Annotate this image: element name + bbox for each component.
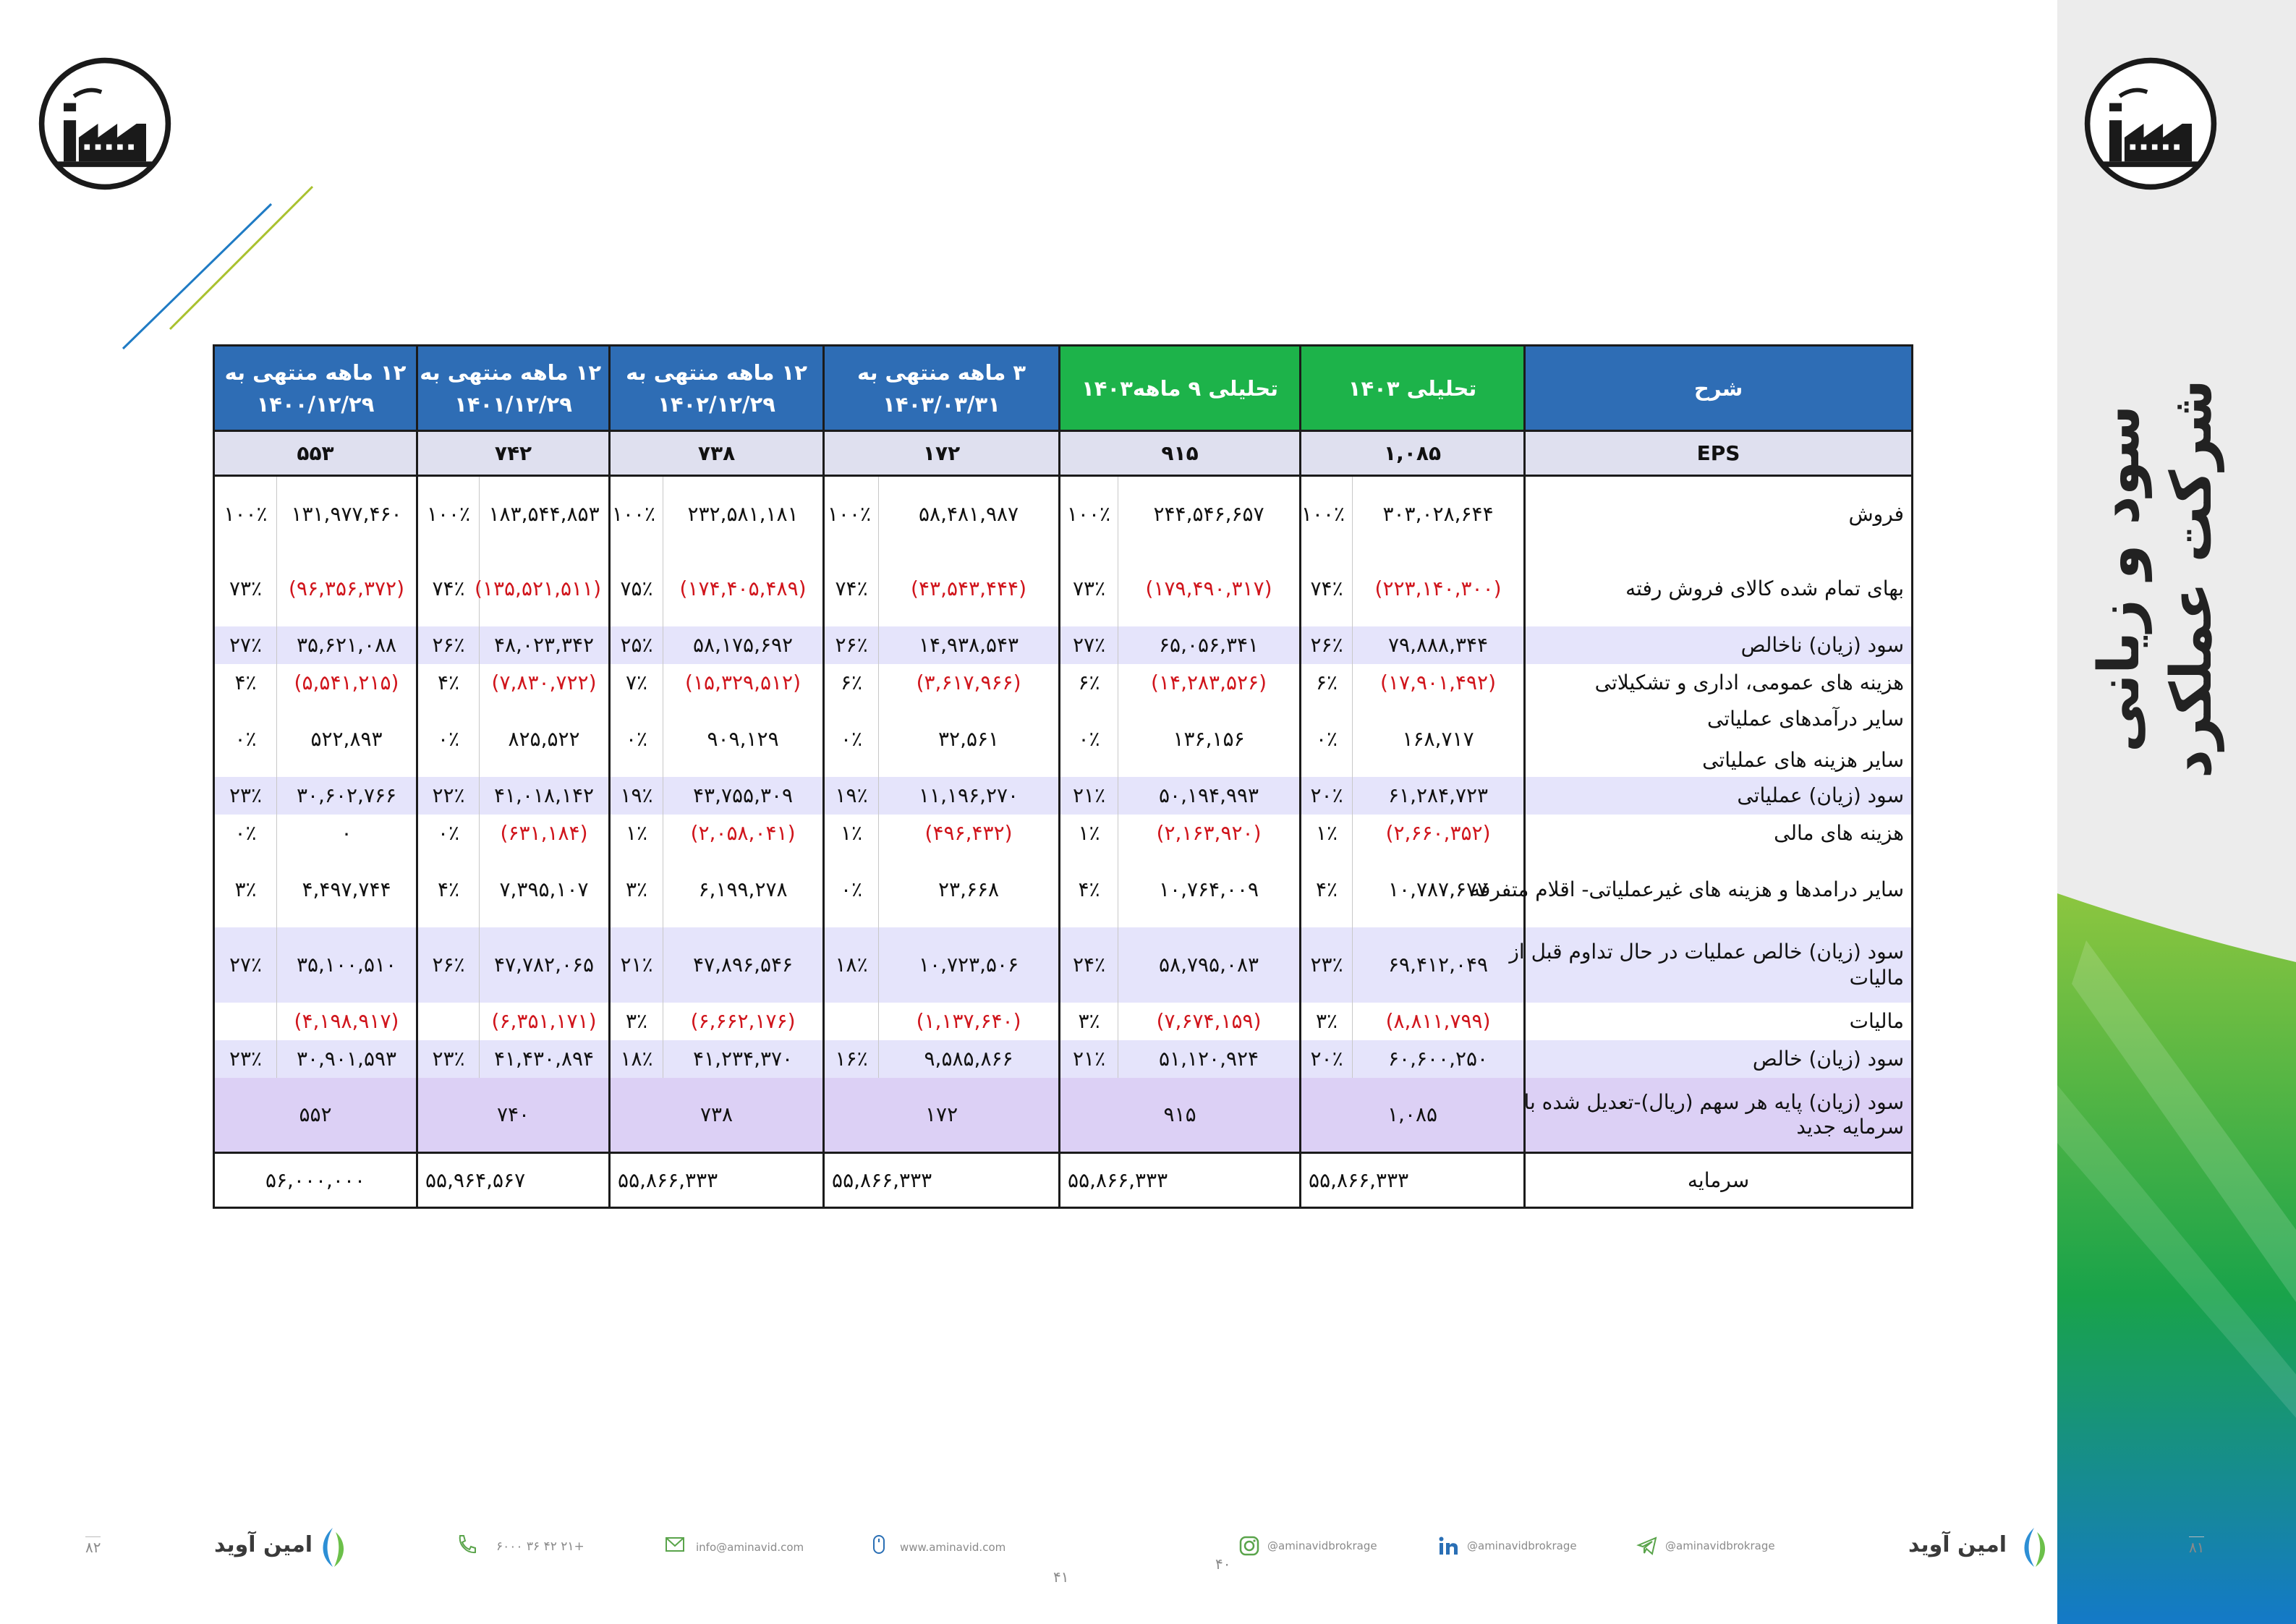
row-percent: ۱۹٪ [610, 777, 663, 815]
table-row [214, 815, 1913, 852]
row-value: (۸,۸۱۱,۷۹۹) [1385, 1009, 1491, 1033]
row-value: ۵۲۲,۸۹۳ [310, 727, 383, 751]
row-value: ۳۵,۶۲۱,۰۸۸ [277, 626, 417, 664]
row-percent: ۲۶٪ [1301, 626, 1353, 664]
row-value: (۷,۶۷۴,۱۵۹) [1156, 1009, 1262, 1033]
row-label-text: سود (زیان) عملیاتی [1737, 783, 1905, 807]
row-percent: ۰٪ [824, 852, 879, 927]
row-value: (۶,۳۵۱,۱۷۱) [491, 1009, 597, 1033]
row-percent: ۶٪ [1060, 664, 1118, 702]
row-percent: ۱٪ [824, 815, 879, 852]
factory-icon [36, 55, 174, 192]
instagram-handle[interactable]: @aminavidbrokrage [1267, 1539, 1377, 1552]
table-row [214, 1040, 1913, 1078]
capital-value: ۵۵,۸۶۶,۳۳۳ [1060, 1153, 1301, 1208]
header-col-6: ۱۲ ماهه منتهی به ۱۴۰۰/۱۲/۲۹ [214, 346, 417, 431]
row-label [1525, 815, 1913, 852]
row-percent [417, 1003, 480, 1040]
row-percent: ۱٪ [1060, 815, 1118, 852]
row-value: (۱۷۴,۴۰۵,۴۸۹) [679, 577, 807, 600]
telegram-handle[interactable]: @aminavidbrokrage [1665, 1539, 1775, 1552]
row-percent: ۰٪ [1301, 702, 1353, 777]
row-value: ۵۱,۱۲۰,۹۲۴ [1118, 1040, 1301, 1078]
row-percent: ۲۵٪ [610, 626, 663, 664]
row-percent: ۰٪ [824, 702, 879, 777]
row-value: (۱۷,۹۰۱,۴۹۲) [1380, 671, 1497, 694]
row-percent: ۲۶٪ [417, 927, 480, 1003]
capital-value: ۵۶,۰۰۰,۰۰۰ [214, 1153, 417, 1208]
row-value: ۱۶۸,۷۱۷ [1402, 727, 1474, 751]
row-percent: ۲۱٪ [610, 927, 663, 1003]
row-percent: ۱۰۰٪ [214, 476, 277, 551]
row-percent: ۷٪ [610, 664, 663, 702]
row-percent: ۰٪ [214, 815, 277, 852]
eps-value: ۱۷۲ [824, 431, 1060, 476]
row-value: ۲۳۲,۵۸۱,۱۸۱ [687, 501, 799, 526]
row-value: ۴۳,۷۵۵,۳۰۹ [663, 777, 824, 815]
row-value: ۳۵,۱۰۰,۵۱۰ [277, 927, 417, 1003]
row-percent [214, 1003, 277, 1040]
row-label [1525, 1040, 1913, 1078]
eps-value: ۱,۰۸۵ [1301, 431, 1525, 476]
row-percent: ۱۹٪ [824, 777, 879, 815]
header-col-3: ۳ ماهه منتهی به ۱۴۰۳/۰۳/۳۱ [824, 346, 1060, 431]
row-value: ۱۱,۱۹۶,۲۷۰ [879, 777, 1060, 815]
eps-adjusted-label-text: سود (زیان) پایه هر سهم (ریال)-تعدیل شده با [1523, 1089, 1905, 1114]
row-percent: ۲۷٪ [214, 626, 277, 664]
row-percent: ۱۰۰٪ [824, 476, 879, 551]
row-label-text-2: مالیات [1849, 965, 1905, 990]
profit-loss-table [213, 344, 1913, 1209]
row-value: (۲,۰۵۸,۰۴۱) [690, 821, 796, 845]
table-row [214, 777, 1913, 815]
capital-value: ۵۵,۸۶۶,۳۳۳ [610, 1153, 824, 1208]
row-percent: ۶٪ [824, 664, 879, 702]
eps-adjusted-value: ۱,۰۸۵ [1301, 1078, 1525, 1153]
row-value: ۶۹,۴۱۲,۰۴۹ [1353, 927, 1525, 1003]
eps-adjusted-label [1525, 1078, 1913, 1153]
row-value: ۱۸۳,۵۴۴,۸۵۳ [488, 501, 600, 526]
capital-label: سرمایه [1525, 1153, 1913, 1208]
row-label-text: هزینه های مالی [1774, 821, 1905, 845]
mouse-icon[interactable] [868, 1534, 890, 1555]
header-col-5: ۱۲ ماهه منتهی به ۱۴۰۱/۱۲/۲۹ [417, 346, 610, 431]
row-value: (۷,۸۳۰,۷۲۲) [491, 671, 597, 694]
row-percent: ۲۳٪ [214, 1040, 277, 1078]
capital-value: ۵۵,۸۶۶,۳۳۳ [1301, 1153, 1525, 1208]
capital-row [214, 1153, 1913, 1208]
eps-label: EPS [1525, 431, 1913, 476]
row-percent: ۱۰۰٪ [610, 476, 663, 551]
row-label-text: سایر درامدها و هزینه های غیرعملیاتی- اقلام متفرقه [1469, 877, 1905, 901]
row-label-text-2: سایر هزینه های عملیاتی [1702, 747, 1905, 772]
row-percent: ۳٪ [1060, 1003, 1118, 1040]
row-label-text: سود (زیان) خالص عملیات در حال تداوم قبل از [1509, 939, 1905, 964]
row-value: ۰ [341, 821, 352, 845]
telegram-icon[interactable] [1636, 1535, 1658, 1557]
row-percent: ۱۸٪ [610, 1040, 663, 1078]
row-percent: ۲۲٪ [417, 777, 480, 815]
row-value: ۷,۳۹۵,۱۰۷ [499, 877, 589, 901]
table-row [214, 476, 1913, 551]
linkedin-handle[interactable]: @aminavidbrokrage [1467, 1539, 1577, 1552]
page-number-right: ۸۱ [2189, 1536, 2204, 1556]
row-percent: ۲۴٪ [1060, 927, 1118, 1003]
row-percent: ۷۳٪ [1060, 551, 1118, 626]
row-label-text: سود (زیان) خالص [1752, 1047, 1905, 1071]
row-label [1525, 476, 1913, 551]
row-label-text: فروش [1848, 501, 1905, 526]
decorative-lines [116, 181, 326, 354]
row-value: ۵۸,۱۷۵,۶۹۲ [663, 626, 824, 664]
header-col-2: تحلیلی ۹ ماهه۱۴۰۳ [1060, 346, 1301, 431]
eps-adjusted-row [214, 1078, 1913, 1153]
row-value: ۶۵,۰۵۶,۳۴۱ [1118, 626, 1301, 664]
instagram-icon[interactable] [1238, 1535, 1260, 1557]
row-percent: ۳٪ [1301, 1003, 1353, 1040]
row-percent: ۷۴٪ [1301, 551, 1353, 626]
eps-adjusted-value: ۷۳۸ [610, 1078, 824, 1153]
row-label [1469, 852, 1913, 927]
row-value: (۶۳۱,۱۸۴) [500, 821, 588, 845]
row-percent: ۷۳٪ [214, 551, 277, 626]
row-value: (۲,۱۶۳,۹۲۰) [1156, 821, 1262, 845]
row-percent: ۱۰۰٪ [1301, 476, 1353, 551]
row-percent [824, 1003, 879, 1040]
row-value: (۵,۵۴۱,۲۱۵) [294, 671, 399, 694]
row-value: (۴,۱۹۸,۹۱۷) [294, 1009, 399, 1033]
header-desc: شرح [1525, 346, 1913, 431]
eps-row [214, 431, 1913, 476]
factory-icon [2082, 55, 2219, 192]
row-value: ۳۰,۶۰۲,۷۶۶ [277, 777, 417, 815]
table-row [214, 626, 1913, 664]
row-value: ۱۰,۷۲۳,۵۰۶ [879, 927, 1060, 1003]
row-value: (۲۲۳,۱۴۰,۳۰۰) [1374, 577, 1502, 600]
row-value: ۸۲۵,۵۲۲ [508, 727, 580, 751]
row-percent: ۳٪ [214, 852, 277, 927]
phone-number[interactable]: ۶۰۰۰ ۳۶ ۴۲ ۲۱+ [496, 1539, 584, 1554]
row-value: ۶,۱۹۹,۲۷۸ [698, 877, 788, 901]
row-label-text: سایر درآمدهای عملیاتی [1707, 706, 1905, 731]
row-percent: ۲۱٪ [1060, 1040, 1118, 1078]
page-number-mid-a: ۴۰ [1215, 1555, 1231, 1573]
row-value: ۱۰,۷۸۷,۶۷۷ [1387, 877, 1489, 901]
table-row [214, 1003, 1913, 1040]
table-row [214, 664, 1913, 702]
row-value: (۱۵,۳۲۹,۵۱۲) [685, 671, 802, 694]
row-label [1525, 702, 1913, 777]
row-value: ۱۳۶,۱۵۶ [1173, 727, 1245, 751]
row-value: (۳,۶۱۷,۹۶۶) [916, 671, 1021, 694]
row-label-text: مالیات [1849, 1009, 1905, 1033]
eps-value: ۷۳۸ [610, 431, 824, 476]
eps-value: ۹۱۵ [1060, 431, 1301, 476]
row-value: ۱۴,۹۳۸,۵۴۳ [879, 626, 1060, 664]
linkedin-icon[interactable] [1438, 1535, 1460, 1557]
row-value: (۹۶,۳۵۶,۳۷۲) [289, 577, 405, 600]
eps-adjusted-value: ۹۱۵ [1060, 1078, 1301, 1153]
row-value: ۴۱,۰۱۸,۱۴۲ [480, 777, 610, 815]
row-label [1525, 1003, 1913, 1040]
row-percent: ۷۴٪ [824, 551, 879, 626]
row-label [1525, 777, 1913, 815]
phone-icon[interactable] [456, 1534, 477, 1555]
page-title: سود و زیانی شرکت عملکرد [2087, 379, 2224, 778]
row-value: ۶۰,۶۰۰,۲۵۰ [1353, 1040, 1525, 1078]
row-percent: ۰٪ [417, 702, 480, 777]
row-value: ۱۰,۷۶۴,۰۰۹ [1158, 877, 1259, 901]
row-percent: ۱۰۰٪ [417, 476, 480, 551]
table-row [214, 702, 1913, 777]
row-percent: ۲۰٪ [1301, 777, 1353, 815]
row-percent: ۲۰٪ [1301, 1040, 1353, 1078]
row-value: (۱۷۹,۴۹۰,۳۱۷) [1145, 577, 1272, 600]
page-number-left: ۸۲ [85, 1536, 101, 1556]
row-percent: ۴٪ [1301, 852, 1353, 927]
row-percent: ۲۷٪ [214, 927, 277, 1003]
row-percent: ۲۳٪ [1301, 927, 1353, 1003]
table-row [214, 852, 1913, 927]
row-percent: ۶٪ [1301, 664, 1353, 702]
row-percent: ۴٪ [417, 664, 480, 702]
row-value: ۴,۴۹۷,۷۴۴ [302, 877, 391, 901]
eps-adjusted-value: ۱۷۲ [824, 1078, 1060, 1153]
row-value: ۶۱,۲۸۴,۷۲۳ [1353, 777, 1525, 815]
header-col-4: ۱۲ ماهه منتهی به ۱۴۰۲/۱۲/۲۹ [610, 346, 824, 431]
row-percent: ۲۶٪ [417, 626, 480, 664]
row-percent: ۰٪ [417, 815, 480, 852]
row-value: ۳۰,۹۰۱,۵۹۳ [277, 1040, 417, 1078]
row-percent: ۴٪ [417, 852, 480, 927]
row-percent: ۲۱٪ [1060, 777, 1118, 815]
row-value: (۶,۶۶۲,۱۷۶) [690, 1009, 796, 1033]
page-number-mid-b: ۴۱ [1053, 1568, 1069, 1586]
brand-logo-icon [315, 1525, 350, 1570]
eps-adjusted-value: ۵۵۲ [214, 1078, 417, 1153]
row-value: ۴۷,۷۸۲,۰۶۵ [480, 927, 610, 1003]
row-value: ۳۰۳,۰۲۸,۶۴۴ [1382, 501, 1494, 526]
brand-name-right: امین آوید [1908, 1532, 2007, 1557]
row-value: (۴۳,۵۴۳,۴۴۴) [911, 577, 1027, 600]
row-value: ۴۷,۸۹۶,۵۴۶ [663, 927, 824, 1003]
row-value: ۵۸,۷۹۵,۰۸۳ [1118, 927, 1301, 1003]
row-percent: ۴٪ [1060, 852, 1118, 927]
eps-adjusted-value: ۷۴۰ [417, 1078, 610, 1153]
brand-name-left: امین آوید [214, 1532, 313, 1557]
capital-value: ۵۵,۹۶۴,۵۶۷ [417, 1153, 610, 1208]
row-value: ۵۸,۴۸۱,۹۸۷ [918, 501, 1019, 526]
row-percent: ۱٪ [610, 815, 663, 852]
row-percent: ۱۶٪ [824, 1040, 879, 1078]
row-percent: ۲۳٪ [214, 777, 277, 815]
row-percent: ۱۰۰٪ [1060, 476, 1118, 551]
row-percent: ۲۳٪ [417, 1040, 480, 1078]
row-value: ۴۸,۰۲۳,۳۴۲ [480, 626, 610, 664]
row-percent: ۲۶٪ [824, 626, 879, 664]
capital-value: ۵۵,۸۶۶,۳۳۳ [824, 1153, 1060, 1208]
row-value: ۳۲,۵۶۱ [937, 727, 1000, 751]
row-label [1525, 626, 1913, 664]
row-value: ۹,۵۸۵,۸۶۶ [879, 1040, 1060, 1078]
row-percent: ۱٪ [1301, 815, 1353, 852]
row-value: ۱۳۱,۹۷۷,۴۶۰ [291, 501, 402, 526]
website-link[interactable]: www.aminavid.com [900, 1541, 1006, 1554]
row-value: (۱۴,۲۸۳,۵۲۶) [1151, 671, 1267, 694]
eps-adjusted-label-text-2: سرمایه جدید [1796, 1114, 1905, 1139]
row-label [1509, 927, 1913, 1003]
eps-value: ۵۵۳ [214, 431, 417, 476]
table-row [214, 927, 1913, 1003]
row-value: (۲,۶۶۰,۳۵۲) [1385, 821, 1491, 845]
row-percent: ۳٪ [610, 852, 663, 927]
table-row [214, 551, 1913, 626]
row-percent: ۰٪ [610, 702, 663, 777]
row-value: ۲۳,۶۶۸ [937, 877, 1000, 901]
row-percent: ۱۸٪ [824, 927, 879, 1003]
row-value: (۱۳۵,۵۲۱,۵۱۱) [475, 577, 602, 600]
row-value: ۲۴۴,۵۴۶,۶۵۷ [1153, 501, 1264, 526]
row-label [1525, 551, 1913, 626]
row-label-text: سود (زیان) ناخالص [1740, 633, 1905, 657]
row-label-text: بهای تمام شده کالای فروش رفته [1625, 577, 1905, 600]
eps-value: ۷۴۲ [417, 431, 610, 476]
row-value: (۴۹۶,۴۳۲) [924, 821, 1013, 845]
header-col-1: تحلیلی ۱۴۰۳ [1301, 346, 1525, 431]
row-value: ۵۰,۱۹۴,۹۹۳ [1118, 777, 1301, 815]
row-percent: ۰٪ [1060, 702, 1118, 777]
row-label [1525, 664, 1913, 702]
email-icon[interactable] [664, 1534, 686, 1555]
row-value: ۹۰۹,۱۲۹ [707, 727, 779, 751]
row-value: ۷۹,۸۸۸,۳۴۴ [1353, 626, 1525, 664]
row-value: (۱,۱۳۷,۶۴۰) [916, 1009, 1021, 1033]
row-label-text: هزینه های عمومی، اداری و تشکیلاتی [1594, 671, 1905, 694]
brand-logo-icon [2017, 1525, 2051, 1570]
email-link[interactable]: info@aminavid.com [696, 1541, 804, 1554]
row-value: ۴۱,۲۳۴,۳۷۰ [663, 1040, 824, 1078]
row-percent: ۷۴٪ [417, 551, 480, 626]
row-percent: ۴٪ [214, 664, 277, 702]
row-value: ۴۱,۴۳۰,۸۹۴ [480, 1040, 610, 1078]
row-percent: ۷۵٪ [610, 551, 663, 626]
row-percent: ۲۷٪ [1060, 626, 1118, 664]
row-percent: ۰٪ [214, 702, 277, 777]
row-percent: ۳٪ [610, 1003, 663, 1040]
